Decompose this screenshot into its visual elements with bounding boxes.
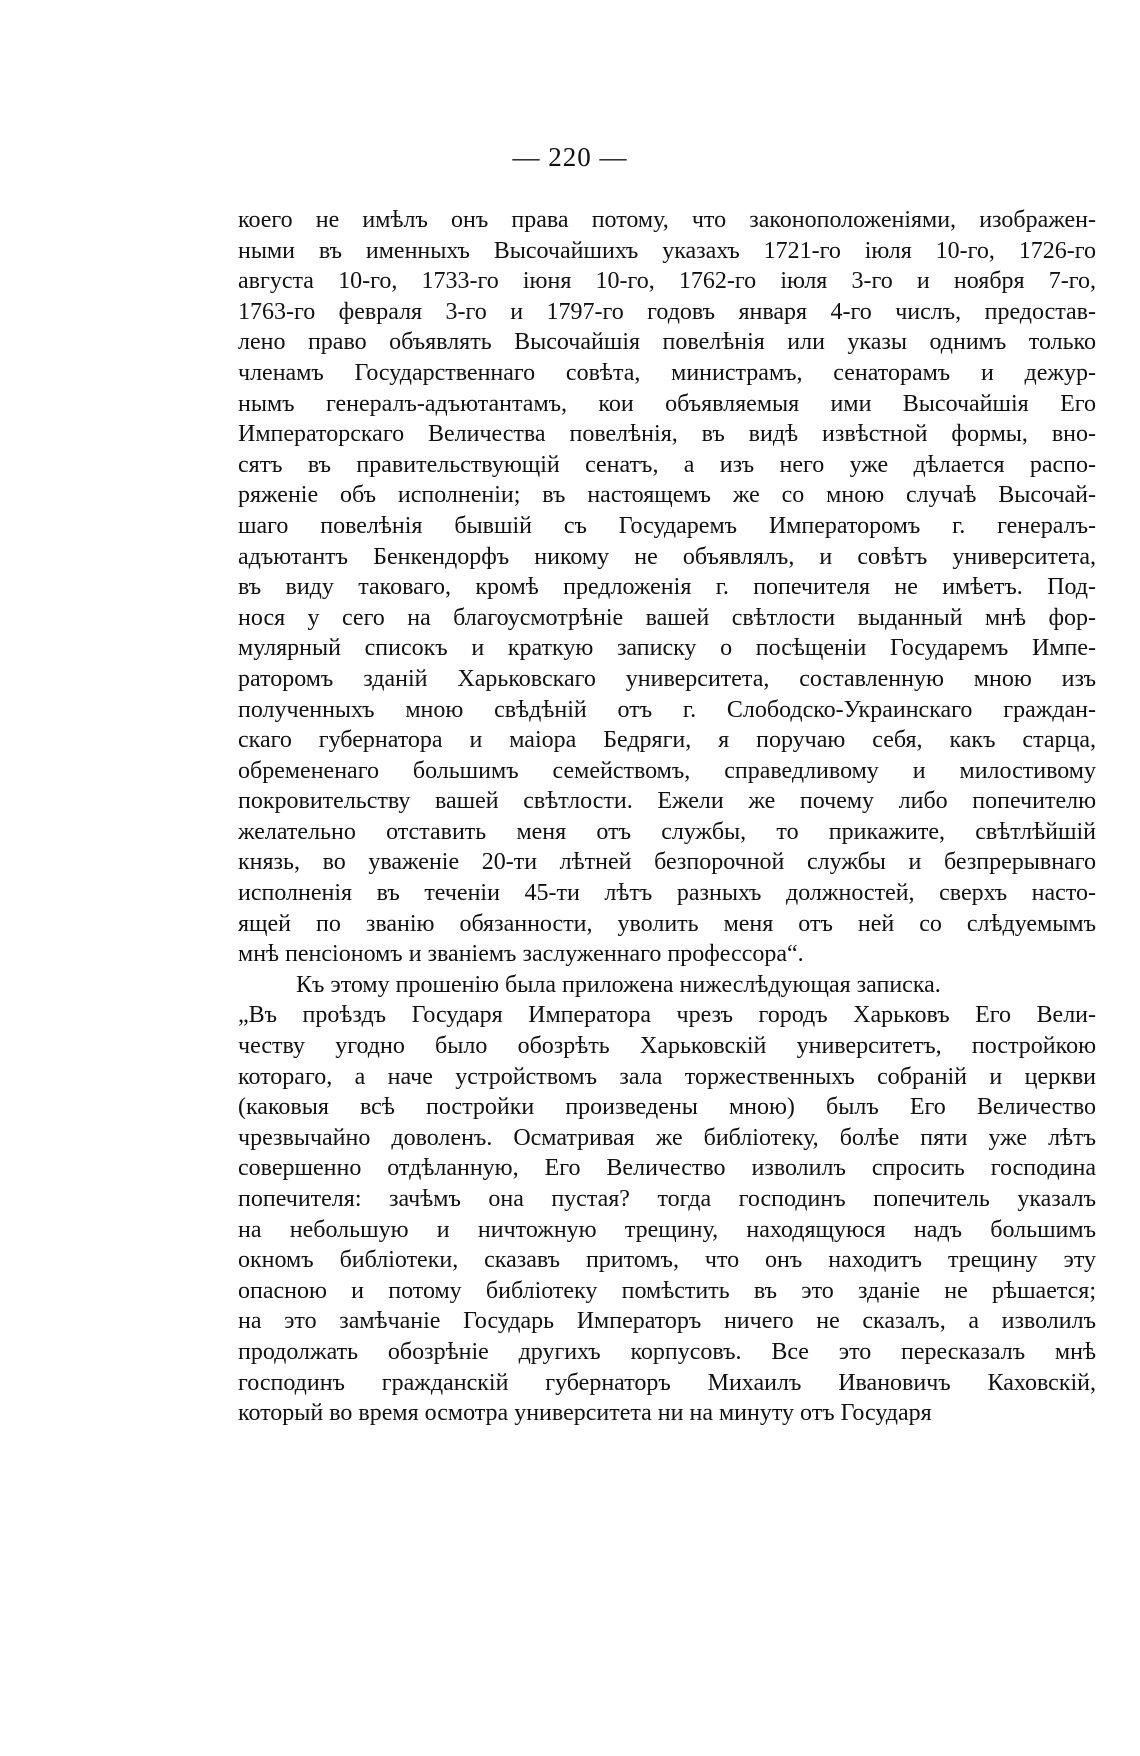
text-line: нося у сего на благоусмотрѣніе вашей свѣтлости выданный мнѣ фор- [238, 604, 1096, 631]
text-line: лено право объявлять Высочайшія повелѣнія или указы однимъ только [238, 329, 1096, 356]
text-line: совершенно отдѣланную, Его Величество изволилъ спросить господина [238, 1155, 1096, 1182]
text-line: членамъ Государственнаго совѣта, министрамъ, сенаторамъ и дежур- [238, 359, 1096, 386]
text-line: окномъ библіотеки, сказавъ притомъ, что онъ находитъ трещину эту [238, 1247, 1096, 1274]
text-line: ряженіе объ исполненіи; въ настоящемъ же со мною случаѣ Высочай- [238, 482, 1096, 509]
text-line: шаго повелѣнія бывшій съ Государемъ Императоромъ г. генералъ- [238, 512, 1096, 539]
text-line: полученныхъ мною свѣдѣній отъ г. Слободско-Украинскаго граждан- [238, 696, 1096, 723]
text-line: нымъ генералъ-адъютантамъ, кои объявляемыя ими Высочайшія Его [238, 390, 1096, 417]
text-line: желательно отставить меня отъ службы, то прикажите, свѣтлѣйшій [238, 818, 1096, 845]
body-text [238, 205, 1096, 1429]
text-line: покровительству вашей свѣтлости. Ежели же почему либо попечителю [238, 788, 1096, 815]
text-line: 1763-го февраля 3-го и 1797-го годовъ января 4-го числъ, предостав- [238, 298, 1096, 325]
paragraph [238, 205, 1096, 970]
text-line: Императорскаго Величества повелѣнія, въ видѣ извѣстной формы, вно- [238, 421, 1096, 448]
paragraph [238, 1000, 1096, 1428]
text-line: ящей по званію обязанности, уволить меня отъ ней со слѣдуемымъ [238, 910, 1096, 937]
text-line: господинъ гражданскій губернаторъ Михаилъ Ивановичъ Каховскій, [238, 1369, 1096, 1396]
text-line: скаго губернатора и маіора Бедряги, я поручаю себя, какъ старца, [238, 727, 1096, 754]
text-line: честву угодно было обозрѣть Харьковскій университетъ, постройкою [238, 1033, 1096, 1060]
text-line: на небольшую и ничтожную трещину, находящуюся надъ большимъ [238, 1216, 1096, 1243]
text-line: на это замѣчаніе Государь Императоръ ничего не сказалъ, а изволилъ [238, 1308, 1096, 1335]
text-line: опасною и потому библіотеку помѣстить въ это зданіе не рѣшается; [238, 1277, 1096, 1304]
text-line: исполненія въ теченіи 45-ти лѣтъ разныхъ должностей, сверхъ насто- [238, 880, 1096, 907]
text-line: обремененаго большимъ семействомъ, справедливому и милостивому [238, 757, 1096, 784]
text-line: раторомъ зданій Харьковскаго университета, составленную мною изъ [238, 665, 1096, 692]
text-line: августа 10-го, 1733-го іюня 10-го, 1762-го іюля 3-го и ноября 7-го, [238, 268, 1096, 295]
text-line: котораго, а наче устройствомъ зала торжественныхъ собраній и церкви [238, 1063, 1096, 1090]
text-line: князь, во уваженіе 20-ти лѣтней безпорочной службы и безпрерывнаго [238, 849, 1096, 876]
page-number: — 220 — [512, 142, 628, 172]
text-line: въ виду таковаго, кромѣ предложенія г. попечителя не имѣетъ. Под- [238, 574, 1096, 601]
text-line: ными въ именныхъ Высочайшихъ указахъ 1721-го іюля 10-го, 1726-го [238, 237, 1096, 264]
paragraph [238, 970, 1096, 1001]
text-line: продолжать обозрѣніе другихъ корпусовъ. Все это пересказалъ мнѣ [238, 1338, 1096, 1365]
text-line: чрезвычайно доволенъ. Осматривая же библіотеку, болѣе пяти уже лѣтъ [238, 1124, 1096, 1151]
text-line: адъютантъ Бенкендорфъ никому не объявлялъ, и совѣтъ университета, [238, 543, 1096, 570]
text-line: который во время осмотра университета ни на минуту отъ Государя [238, 1400, 932, 1427]
text-line: сятъ въ правительствующій сенатъ, а изъ него уже дѣлается распо- [238, 451, 1096, 478]
text-line: (каковыя всѣ постройки произведены мною) былъ Его Величество [238, 1094, 1096, 1121]
text-line: попечителя: зачѣмъ она пустая? тогда господинъ попечитель указалъ [238, 1186, 1096, 1212]
text-line: мулярный списокъ и краткую записку о посѣщеніи Государемъ Импе- [238, 635, 1096, 662]
text-line: „Въ проѣздъ Государя Императора чрезъ городъ Харьковъ Его Вели- [238, 1002, 1096, 1029]
text-line: мнѣ пенсіономъ и званіемъ заслуженнаго профессора“. [238, 941, 804, 968]
text-line: Къ этому прошенію была приложена нижеслѣдующая записка. [296, 971, 941, 998]
text-line: коего не имѣлъ онъ права потому, что законоположеніями, изображен- [238, 207, 1096, 233]
